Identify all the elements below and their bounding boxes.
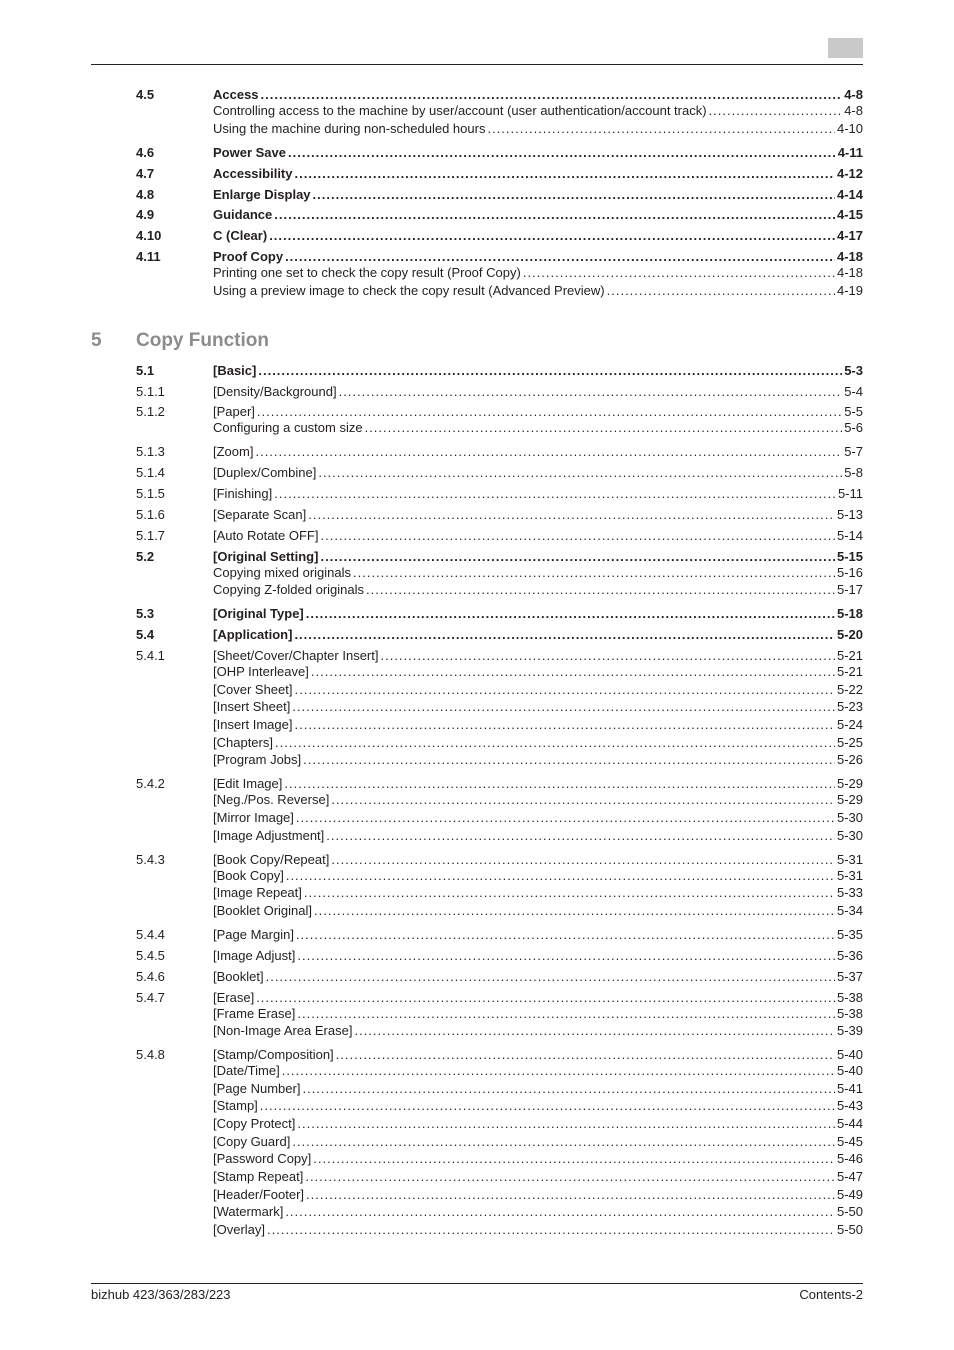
toc-section-number: 5.4.5 [136, 948, 165, 963]
toc-entry[interactable] [213, 1150, 863, 1168]
toc-entry-title[interactable]: [Non-Image Area Erase] [213, 1023, 353, 1038]
toc-entry[interactable] [213, 827, 863, 845]
toc-row[interactable] [0, 605, 954, 623]
toc-row[interactable] [0, 968, 954, 986]
toc-leader-dots [282, 1062, 835, 1080]
toc-section-number: 5.1.5 [136, 486, 165, 501]
toc-section-number: 5.1 [136, 363, 155, 378]
toc-entry[interactable] [213, 1203, 863, 1221]
chapter-number: 5 [91, 330, 102, 351]
toc-row[interactable] [0, 1150, 954, 1168]
toc-leader-dots [267, 1221, 835, 1239]
toc-leader-dots [274, 485, 836, 503]
toc-entry-title[interactable]: [Stamp/Composition] [213, 1047, 334, 1062]
toc-leader-dots [302, 1080, 835, 1098]
toc-page-number[interactable]: 5-47 [836, 1169, 863, 1184]
toc-row[interactable] [0, 1221, 954, 1239]
toc-page-number[interactable]: 5-18 [836, 606, 863, 621]
toc-leader-dots [260, 1097, 835, 1115]
toc-leader-dots [258, 362, 842, 380]
toc-page-number[interactable]: 5-23 [836, 699, 863, 714]
toc-page-number[interactable]: 5-33 [836, 885, 863, 900]
toc-entry-title[interactable]: Proof Copy [213, 249, 284, 264]
toc-page-number[interactable]: 5-26 [836, 752, 863, 767]
toc-section-number: 5.1.3 [136, 444, 165, 459]
toc-page-number[interactable]: 5-46 [836, 1151, 863, 1166]
toc-leader-dots [295, 681, 835, 699]
toc-entry-title[interactable]: Enlarge Display [213, 187, 311, 202]
toc-page-number[interactable]: 4-11 [837, 145, 863, 160]
toc-section-number: 5.1.1 [136, 384, 165, 399]
toc-leader-dots [292, 698, 835, 716]
toc-entry[interactable] [213, 605, 863, 623]
toc-row[interactable] [0, 485, 954, 503]
toc-entry-title[interactable]: [Original Type] [213, 606, 304, 621]
toc-entry-title[interactable]: Configuring a custom size [213, 420, 363, 435]
toc-row[interactable] [0, 144, 954, 162]
toc-page-number[interactable]: 5-45 [836, 1134, 863, 1149]
toc-row[interactable] [0, 698, 954, 716]
footer-model: bizhub 423/363/283/223 [91, 1287, 231, 1302]
toc-entry-title[interactable]: [Stamp] [213, 1098, 258, 1113]
toc-page-number[interactable]: 4-10 [836, 121, 863, 136]
toc-entry-title[interactable]: [Copy Guard] [213, 1134, 291, 1149]
toc-row[interactable] [0, 1062, 954, 1080]
toc-entry[interactable] [213, 626, 863, 644]
toc-entry-title[interactable]: [Insert Sheet] [213, 699, 291, 714]
toc-leader-dots [294, 626, 835, 644]
toc-entry-title[interactable]: [Image Adjustment] [213, 828, 325, 843]
toc-entry[interactable] [213, 1221, 863, 1239]
toc-leader-dots [354, 1022, 835, 1040]
toc-row[interactable] [0, 527, 954, 545]
toc-entry-title[interactable]: Guidance [213, 207, 273, 222]
toc-entry-title[interactable]: Copying Z-folded originals [213, 582, 365, 597]
toc-entry[interactable] [213, 206, 863, 224]
toc-row[interactable] [0, 1097, 954, 1115]
toc-entry[interactable] [213, 1133, 863, 1151]
toc-section-number: 5.1.2 [136, 404, 165, 419]
toc-entry-title[interactable]: [Duplex/Combine] [213, 465, 317, 480]
toc-row[interactable] [0, 443, 954, 461]
toc-entry[interactable] [213, 902, 863, 920]
toc-page-number[interactable]: 5-38 [836, 1006, 863, 1021]
toc-row[interactable] [0, 464, 954, 482]
toc-page-number[interactable]: 5-3 [844, 363, 863, 378]
toc-page-number[interactable]: 4-18 [836, 249, 863, 264]
toc-row[interactable] [0, 809, 954, 827]
toc-row[interactable] [0, 1080, 954, 1098]
toc-leader-dots [305, 1168, 835, 1186]
toc-page-number[interactable]: 5-40 [836, 1063, 863, 1078]
toc-entry-title[interactable]: [Program Jobs] [213, 752, 302, 767]
toc-entry-title[interactable]: [Application] [213, 627, 293, 642]
toc-page-number[interactable]: 5-35 [836, 927, 863, 942]
toc-page-number[interactable]: 5-22 [836, 682, 863, 697]
toc-entry[interactable] [213, 1115, 863, 1133]
toc-entry[interactable] [213, 791, 863, 809]
toc-section-number: 4.11 [136, 249, 161, 264]
toc-entry-title[interactable]: [Chapters] [213, 735, 273, 750]
toc-entry-title[interactable]: [Neg./Pos. Reverse] [213, 792, 330, 807]
toc-page-number[interactable]: 5-8 [844, 465, 863, 480]
toc-section-number: 5.4.6 [136, 969, 165, 984]
toc-entry[interactable] [213, 464, 863, 482]
toc-page-number[interactable]: 4-14 [836, 187, 863, 202]
toc-page-number[interactable]: 5-49 [836, 1187, 863, 1202]
toc-page-number[interactable]: 5-50 [836, 1222, 863, 1237]
toc-leader-dots [523, 264, 835, 282]
toc-section-number: 5.1.6 [136, 507, 165, 522]
toc-row[interactable] [0, 581, 954, 599]
toc-page-number[interactable]: 4-8 [844, 103, 863, 118]
chapter-title: Copy Function [136, 330, 269, 351]
toc-leader-dots [297, 1115, 835, 1133]
toc-entry-title[interactable]: [Insert Image] [213, 717, 293, 732]
toc-leader-dots [314, 902, 835, 920]
toc-entry[interactable] [213, 383, 863, 401]
toc-leader-dots [286, 867, 835, 885]
toc-leader-dots [313, 1150, 835, 1168]
toc-section-number: 5.4.3 [136, 852, 165, 867]
toc-entry-title[interactable]: [Auto Rotate OFF] [213, 528, 319, 543]
toc-entry[interactable] [213, 102, 863, 120]
toc-row[interactable] [0, 419, 954, 437]
toc-leader-dots [296, 926, 835, 944]
toc-leader-dots [297, 947, 835, 965]
toc-leader-dots [353, 564, 835, 582]
toc-row[interactable] [0, 716, 954, 734]
toc-page-number[interactable]: 4-8 [844, 87, 863, 102]
toc-row[interactable] [0, 926, 954, 944]
toc-page-number[interactable]: 5-30 [836, 828, 863, 843]
toc-page-number[interactable]: 4-12 [836, 166, 863, 181]
toc-entry-title[interactable]: [Page Number] [213, 1081, 301, 1096]
toc-page-number[interactable]: 5-38 [836, 990, 863, 1005]
toc-entry-title[interactable]: [Stamp Repeat] [213, 1169, 304, 1184]
toc-page-number[interactable]: 4-18 [836, 265, 863, 280]
toc-entry-title[interactable]: Printing one set to check the copy result (Proof Copy) [213, 265, 521, 280]
toc-row[interactable] [0, 186, 954, 204]
toc-entry-title[interactable]: [Erase] [213, 990, 255, 1005]
toc-page-number[interactable]: 5-44 [836, 1116, 863, 1131]
toc-entry-title[interactable]: [Booklet] [213, 969, 264, 984]
toc-entry-title[interactable]: [Paper] [213, 404, 255, 419]
toc-entry-title[interactable]: [Image Adjust] [213, 948, 296, 963]
toc-row[interactable] [0, 626, 954, 644]
toc-entry-title[interactable]: [Frame Erase] [213, 1006, 296, 1021]
toc-row[interactable] [0, 506, 954, 524]
chapter-heading [91, 329, 269, 353]
toc-leader-dots [255, 443, 842, 461]
toc-entry-title[interactable]: [Book Copy/Repeat] [213, 852, 330, 867]
toc-entry-title[interactable]: [Separate Scan] [213, 507, 307, 522]
toc-entry-title[interactable]: [Original Setting] [213, 549, 319, 564]
toc-entry-title[interactable]: [Cover Sheet] [213, 682, 293, 697]
toc-row[interactable] [0, 264, 954, 282]
toc-page-number[interactable]: 4-15 [836, 207, 863, 222]
toc-entry[interactable] [213, 419, 863, 437]
toc-page-number[interactable]: 5-29 [836, 776, 863, 791]
toc-entry-title[interactable]: Using the machine during non-scheduled hours [213, 121, 486, 136]
toc-leader-dots [331, 791, 835, 809]
toc-section-number: 5.2 [136, 549, 155, 564]
toc-section-number: 4.9 [136, 207, 155, 222]
toc-page-number[interactable]: 5-11 [837, 486, 863, 501]
toc-row[interactable] [0, 362, 954, 380]
toc-page-number[interactable]: 5-15 [836, 549, 863, 564]
toc-page-number[interactable]: 5-13 [836, 507, 863, 522]
toc-section-number: 4.6 [136, 145, 155, 160]
toc-leader-dots [311, 663, 835, 681]
toc-entry[interactable] [213, 527, 863, 545]
toc-entry-title[interactable]: [Density/Background] [213, 384, 337, 399]
toc-entry-title[interactable]: [Password Copy] [213, 1151, 312, 1166]
toc-page-number[interactable]: 5-37 [836, 969, 863, 984]
toc-page-number[interactable]: 5-25 [836, 735, 863, 750]
header-tab-marker [828, 38, 863, 58]
toc-section-number: 5.3 [136, 606, 155, 621]
toc-entry-title[interactable]: [Image Repeat] [213, 885, 302, 900]
toc-entry[interactable] [213, 1022, 863, 1040]
toc-section-number: 5.4.2 [136, 776, 165, 791]
toc-entry-title[interactable]: [Watermark] [213, 1204, 284, 1219]
toc-page-number[interactable]: 5-7 [844, 444, 863, 459]
toc-entry-title[interactable]: Accessibility [213, 166, 293, 181]
toc-row[interactable] [0, 1168, 954, 1186]
toc-row[interactable] [0, 1115, 954, 1133]
toc-page-number[interactable]: 5-24 [836, 717, 863, 732]
toc-leader-dots [304, 884, 835, 902]
toc-entry[interactable] [213, 282, 863, 300]
toc-entry-title[interactable]: [Book Copy] [213, 868, 284, 883]
toc-leader-dots [487, 120, 835, 138]
toc-entry[interactable] [213, 1186, 863, 1204]
toc-row[interactable] [0, 902, 954, 920]
toc-entry-title[interactable]: [Booklet Original] [213, 903, 312, 918]
toc-section-number: 5.4.1 [136, 648, 165, 663]
toc-section-number: 5.1.4 [136, 465, 165, 480]
toc-section-number: 4.5 [136, 87, 155, 102]
toc-entry[interactable] [213, 165, 863, 183]
toc-leader-dots [709, 102, 843, 120]
toc-row[interactable] [0, 165, 954, 183]
toc-entry-title[interactable]: [Header/Footer] [213, 1187, 305, 1202]
toc-leader-dots [274, 206, 835, 224]
toc-entry[interactable] [213, 716, 863, 734]
toc-row[interactable] [0, 564, 954, 582]
toc-row[interactable] [0, 1186, 954, 1204]
toc-entry[interactable] [213, 681, 863, 699]
toc-page-number[interactable]: 5-16 [836, 565, 863, 580]
toc-entry-title[interactable]: Controlling access to the machine by user/account (user authentication/account track) [213, 103, 707, 118]
toc-entry[interactable] [213, 1168, 863, 1186]
toc-entry[interactable] [213, 581, 863, 599]
toc-leader-dots [365, 419, 843, 437]
toc-entry-title[interactable]: [Edit Image] [213, 776, 283, 791]
toc-row[interactable] [0, 1203, 954, 1221]
toc-page-number[interactable]: 5-31 [836, 852, 863, 867]
toc-entry[interactable] [213, 751, 863, 769]
toc-page-number[interactable]: 5-6 [844, 420, 863, 435]
toc-entry-title[interactable]: Copying mixed originals [213, 565, 352, 580]
toc-page-number[interactable]: 4-19 [836, 283, 863, 298]
toc-leader-dots [288, 144, 836, 162]
toc-entry[interactable] [213, 663, 863, 681]
toc-row[interactable] [0, 663, 954, 681]
toc-page-number[interactable]: 5-40 [836, 1047, 863, 1062]
toc-leader-dots [318, 464, 842, 482]
toc-row[interactable] [0, 884, 954, 902]
toc-entry-title[interactable]: [Mirror Image] [213, 810, 294, 825]
toc-entry-title[interactable]: [OHP Interleave] [213, 664, 309, 679]
toc-entry[interactable] [213, 809, 863, 827]
toc-leader-dots [269, 227, 835, 245]
toc-page-number[interactable]: 5-34 [836, 903, 863, 918]
toc-page-number[interactable]: 4-17 [836, 228, 863, 243]
toc-section-number: 5.4 [136, 627, 155, 642]
toc-row[interactable] [0, 751, 954, 769]
header-rule [91, 64, 863, 65]
footer-rule [91, 1283, 863, 1284]
toc-entry[interactable] [213, 1097, 863, 1115]
toc-row[interactable] [0, 681, 954, 699]
toc-entry[interactable] [213, 698, 863, 716]
toc-section-number: 5.4.7 [136, 990, 165, 1005]
toc-row[interactable] [0, 1022, 954, 1040]
toc-entry[interactable] [213, 1080, 863, 1098]
footer-page-number: Contents-2 [799, 1287, 863, 1302]
toc-row[interactable] [0, 206, 954, 224]
toc-page-number[interactable]: 5-21 [836, 664, 863, 679]
toc-leader-dots [306, 1186, 835, 1204]
toc-entry-title[interactable]: [Basic] [213, 363, 257, 378]
toc-entry[interactable] [213, 443, 863, 461]
toc-entry[interactable] [213, 485, 863, 503]
toc-page-number[interactable]: 5-17 [836, 582, 863, 597]
toc-page-number[interactable]: 5-5 [844, 404, 863, 419]
toc-entry-title[interactable]: [Copy Protect] [213, 1116, 296, 1131]
toc-row[interactable] [0, 734, 954, 752]
toc-page-number[interactable]: 5-43 [836, 1098, 863, 1113]
toc-row[interactable] [0, 102, 954, 120]
toc-leader-dots [321, 527, 835, 545]
toc-row[interactable] [0, 1133, 954, 1151]
toc-leader-dots [297, 1005, 835, 1023]
toc-entry[interactable] [213, 227, 863, 245]
toc-entry-title[interactable]: [Date/Time] [213, 1063, 280, 1078]
toc-entry-title[interactable]: [Page Margin] [213, 927, 294, 942]
toc-leader-dots [339, 383, 843, 401]
toc-row[interactable] [0, 282, 954, 300]
toc-entry-title[interactable]: Power Save [213, 145, 286, 160]
toc-page-number[interactable]: 5-14 [836, 528, 863, 543]
toc-leader-dots [308, 506, 835, 524]
toc-entry[interactable] [213, 867, 863, 885]
toc-entry[interactable] [213, 362, 863, 380]
toc-leader-dots [303, 751, 835, 769]
toc-leader-dots [306, 605, 835, 623]
toc-entry[interactable] [213, 186, 863, 204]
toc-entry-title[interactable]: C (Clear) [213, 228, 268, 243]
toc-leader-dots [275, 734, 835, 752]
toc-entry-title[interactable]: [Finishing] [213, 486, 273, 501]
toc-entry-title[interactable]: Access [213, 87, 259, 102]
toc-entry[interactable] [213, 884, 863, 902]
toc-page-number[interactable]: 5-30 [836, 810, 863, 825]
toc-leader-dots [285, 1203, 835, 1221]
toc-leader-dots [607, 282, 835, 300]
toc-row[interactable] [0, 383, 954, 401]
toc-row[interactable] [0, 120, 954, 138]
toc-entry-title[interactable]: [Zoom] [213, 444, 254, 459]
toc-entry[interactable] [213, 506, 863, 524]
toc-row[interactable] [0, 791, 954, 809]
toc-leader-dots [266, 968, 835, 986]
toc-entry-title[interactable]: [Overlay] [213, 1222, 266, 1237]
toc-page-number[interactable]: 5-4 [844, 384, 863, 399]
toc-leader-dots [292, 1133, 835, 1151]
toc-row[interactable] [0, 1005, 954, 1023]
toc-section-number: 5.4.4 [136, 927, 165, 942]
toc-page-number[interactable]: 5-21 [836, 648, 863, 663]
toc-page-number[interactable]: 5-41 [836, 1081, 863, 1096]
toc-page-number[interactable]: 5-39 [836, 1023, 863, 1038]
toc-leader-dots [295, 165, 835, 183]
toc-entry[interactable] [213, 1062, 863, 1080]
toc-row[interactable] [0, 867, 954, 885]
toc-section-number: 5.1.7 [136, 528, 165, 543]
toc-entry[interactable] [213, 564, 863, 582]
toc-leader-dots [313, 186, 835, 204]
toc-entry[interactable] [213, 144, 863, 162]
toc-entry[interactable] [213, 264, 863, 282]
toc-page-number[interactable]: 5-29 [836, 792, 863, 807]
toc-entry[interactable] [213, 968, 863, 986]
toc-entry[interactable] [213, 1005, 863, 1023]
toc-row[interactable] [0, 947, 954, 965]
toc-page-number[interactable]: 5-50 [836, 1204, 863, 1219]
toc-leader-dots [366, 581, 835, 599]
toc-section-number: 5.4.8 [136, 1047, 165, 1062]
toc-row[interactable] [0, 227, 954, 245]
toc-leader-dots [326, 827, 835, 845]
toc-leader-dots [296, 809, 835, 827]
toc-leader-dots [294, 716, 834, 734]
toc-page-number[interactable]: 5-36 [836, 948, 863, 963]
toc-entry-title[interactable]: Using a preview image to check the copy result (Advanced Preview) [213, 283, 605, 298]
toc-entry-title[interactable]: [Sheet/Cover/Chapter Insert] [213, 648, 379, 663]
toc-page-number[interactable]: 5-20 [836, 627, 863, 642]
toc-section-number: 4.7 [136, 166, 155, 181]
toc-section-number: 4.10 [136, 228, 162, 243]
toc-row[interactable] [0, 827, 954, 845]
toc-entry[interactable] [213, 947, 863, 965]
toc-entry[interactable] [213, 734, 863, 752]
toc-entry[interactable] [213, 120, 863, 138]
toc-section-number: 4.8 [136, 187, 155, 202]
toc-page-number[interactable]: 5-31 [836, 868, 863, 883]
toc-entry[interactable] [213, 926, 863, 944]
